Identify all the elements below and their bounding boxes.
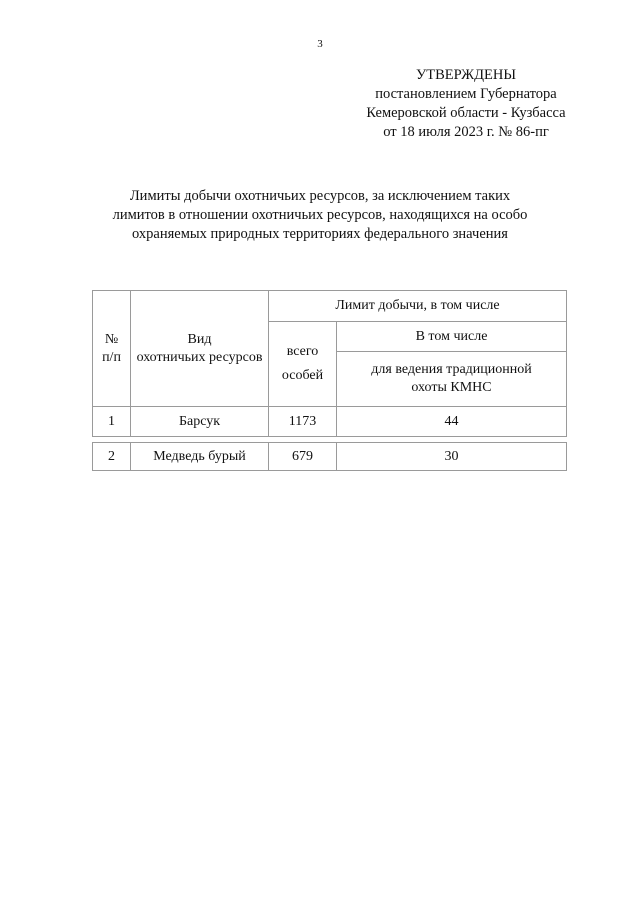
table-row: [93, 407, 567, 437]
title-line: охраняемых природных территориях федерального значения: [132, 226, 508, 242]
row-number: 1: [93, 407, 131, 437]
limits-table: [92, 290, 567, 471]
approval-block: [346, 66, 586, 142]
row-species: Барсук: [131, 407, 269, 437]
page-number: 3: [317, 38, 323, 50]
approval-line: Кемеровской области - Кузбасса: [366, 105, 566, 121]
approval-line: постановлением Губернатора: [375, 86, 557, 102]
header-limit: Лимит добычи, в том числе: [269, 291, 567, 322]
header-traditional: для ведения традиционной охоты КМНС: [337, 352, 567, 407]
row-traditional: 30: [337, 443, 567, 471]
title-line: лимитов в отношении охотничьих ресурсов, находящихся на особо: [112, 207, 528, 223]
header-total: всего особей: [269, 322, 337, 407]
document-title: [60, 187, 580, 244]
title-line: Лимиты добычи охотничьих ресурсов, за исключением таких: [129, 188, 511, 204]
approval-heading: УТВЕРЖДЕНЫ: [415, 67, 517, 83]
row-number: 2: [93, 443, 131, 471]
row-total: 1173: [269, 407, 337, 437]
row-species: Медведь бурый: [131, 443, 269, 471]
header-species: Вид охотничьих ресурсов: [131, 291, 269, 407]
header-number: № п/п: [93, 291, 131, 407]
row-traditional: 44: [337, 407, 567, 437]
header-including: В том числе: [337, 322, 567, 352]
row-total: 679: [269, 443, 337, 471]
approval-date: от 18 июля 2023 г. № 86-пг: [383, 124, 549, 140]
table-row: [93, 443, 567, 471]
